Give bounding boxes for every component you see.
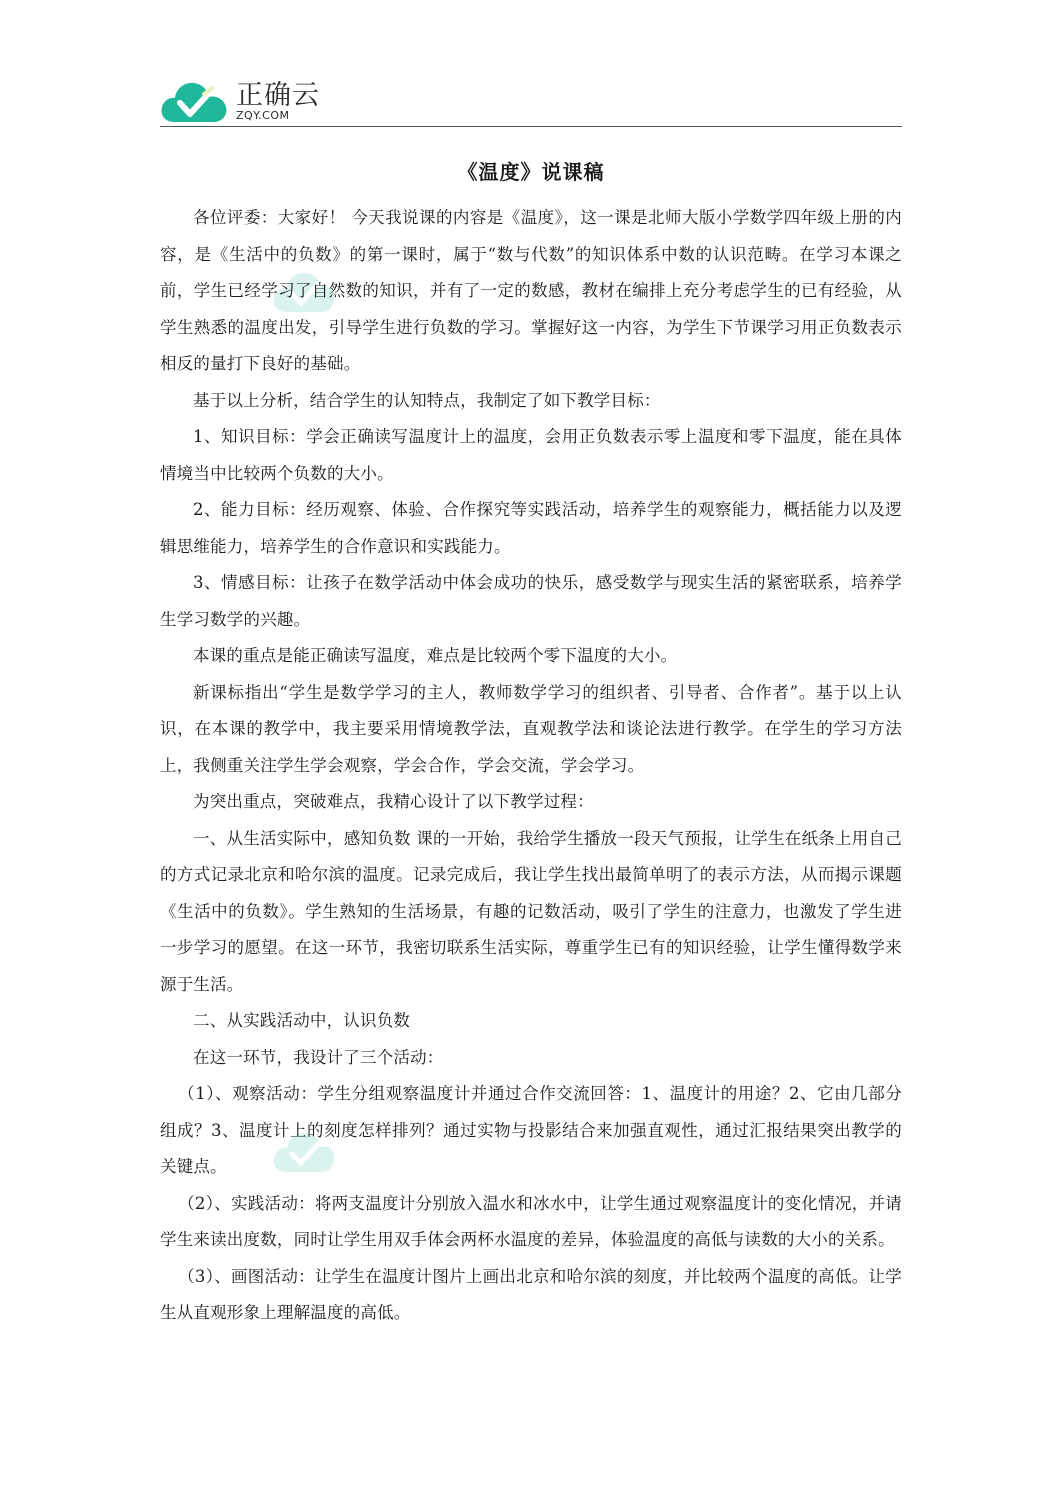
paragraph-key-points: 本课的重点是能正确读写温度，难点是比较两个零下温度的大小。 (193, 646, 678, 665)
brand-logo (160, 78, 320, 126)
paragraph-activity-observe: （1）、观察活动：学生分组观察温度计并通过合作交流回答：1、温度计的用途？2、它由几部分组成？3、温度计上的刻度怎样排列？通过实物与投影结合来加强直观性，通过汇报结果突出教学的关键点。 (160, 1084, 902, 1176)
paragraph-activities-lead: 在这一环节，我设计了三个活动： (193, 1047, 444, 1067)
header-divider (160, 126, 902, 127)
paragraph-section-two-heading: 二、从实践活动中，认识负数 (193, 1011, 411, 1030)
paragraph-activity-practice: （2）、实践活动：将两支温度计分别放入温水和冰水中，让学生通过观察温度计的变化情况，并请学生来读出度数，同时让学生用双手体会两杯水温度的差异，体验温度的高低与读数的大小的关系。 (160, 1193, 902, 1249)
document-body (160, 200, 902, 1332)
document-title: 《温度》说课稿 (457, 160, 605, 184)
paragraph-intro: 各位评委：大家好！ 今天我说课的内容是《温度》，这一课是北师大版小学数学四年级上册的内容，是《生活中的负数》的第一课时，属于“数与代数”的知识体系中数的认识范畴。在学习本课之前，学生已经学习了自然数的知识，并有了一定的数感，教材在编排上充分考虑学生的已有经验，从学生熟悉的温度出发，引导学生进行负数的学习。掌握好这一内容，为学生下节课学习用正负数表示相反的量打下良好的基础。 (160, 208, 902, 373)
paragraph-goals-lead: 基于以上分析，结合学生的认知特点，我制定了如下教学目标： (193, 390, 661, 410)
paragraph-goal-knowledge: 1、知识目标：学会正确读写温度计上的温度，会用正负数表示零上温度和零下温度，能在具体情境当中比较两个负数的大小。 (160, 427, 902, 483)
paragraph-activity-draw: （3）、画图活动：让学生在温度计图片上画出北京和哈尔滨的刻度，并比较两个温度的高低。让学生从直观形象上理解温度的高低。 (160, 1266, 902, 1322)
paragraph-goal-emotion: 3、情感目标：让孩子在数学活动中体会成功的快乐，感受数学与现实生活的紧密联系，培养学生学习数学的兴趣。 (160, 573, 902, 629)
brand-domain: ZQY.COM (236, 109, 290, 122)
page-header (160, 78, 902, 126)
paragraph-methods: 新课标指出“学生是数学学习的主人，教师数学学习的组织者、引导者、合作者”。基于以上认识，在本课的教学中，我主要采用情境教学法，直观教学法和谈论法进行教学。在学生的学习方法上，我侧重关注学生学会观察，学会合作，学会交流，学会学习。 (160, 682, 902, 775)
brand-text (236, 82, 320, 122)
paragraph-process-lead: 为突出重点，突破难点，我精心设计了以下教学过程： (193, 792, 594, 811)
cloud-check-logo-icon (160, 78, 232, 126)
brand-name: 正确云 (236, 80, 320, 111)
paragraph-section-one: 一、从生活实际中，感知负数 课的一开始，我给学生播放一段天气预报，让学生在纸条上用自己的方式记录北京和哈尔滨的温度。记录完成后，我让学生找出最简单明了的表示方法，从而揭示课题《生活中的负数》。学生熟知的生活场景，有趣的记数活动，吸引了学生的注意力，也激发了学生进一步学习的愿望。在这一环节，我密切联系生活实际，尊重学生已有的知识经验，让学生懂得数学来源于生活。 (160, 828, 902, 994)
paragraph-goal-ability: 2、能力目标：经历观察、体验、合作探究等实践活动，培养学生的观察能力，概括能力以及逻辑思维能力，培养学生的合作意识和实践能力。 (160, 500, 902, 556)
